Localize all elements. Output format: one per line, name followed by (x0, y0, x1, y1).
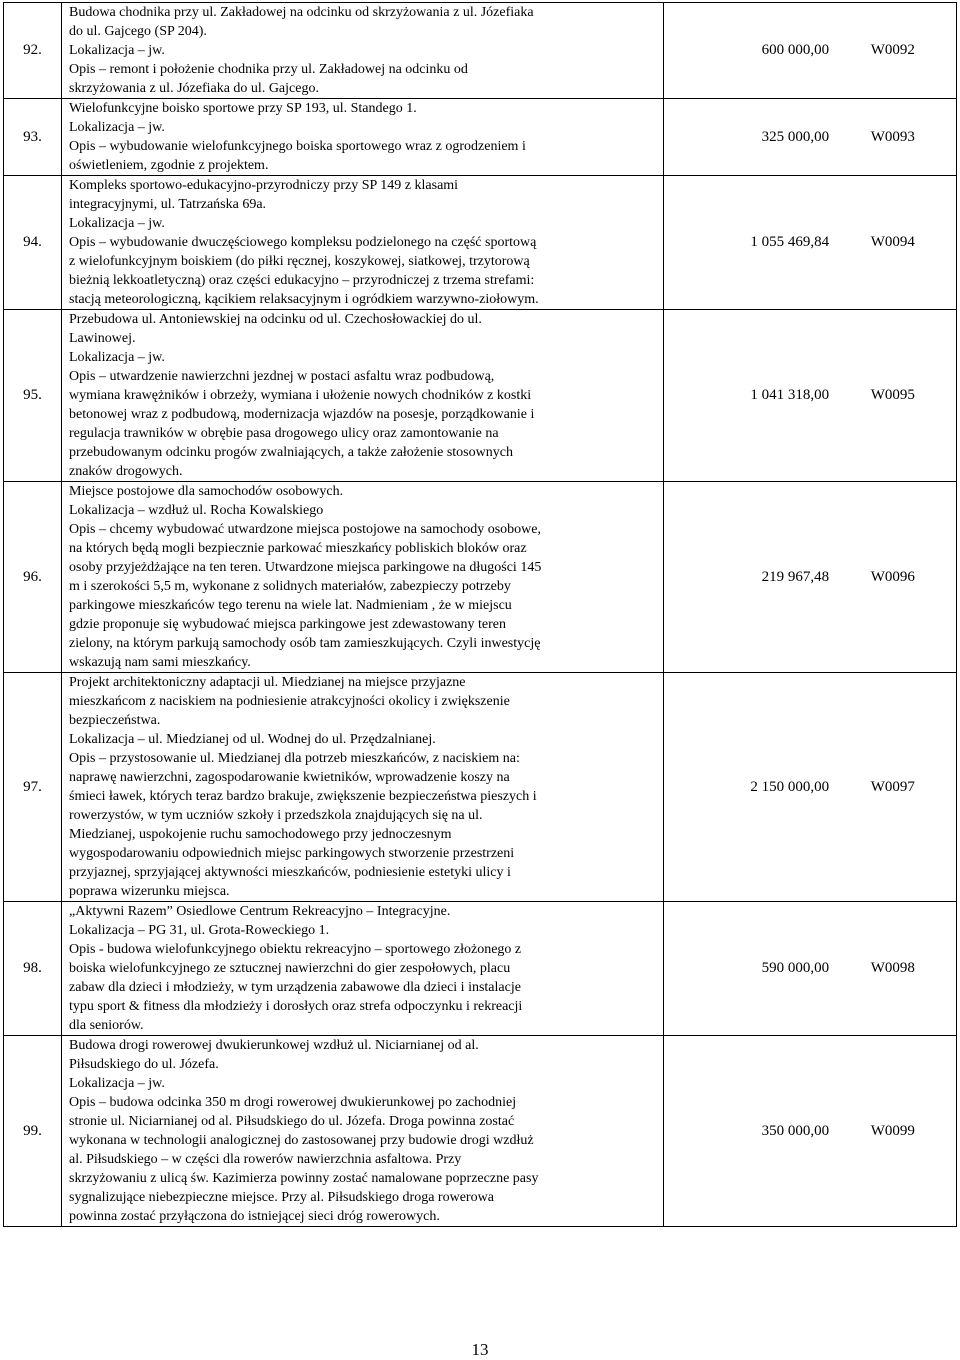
description-line: przyjaznej, sprzyjającej aktywności mieszkańców, podniesienie estetyki ulicy i (69, 865, 511, 880)
row-amount-cell (664, 482, 957, 673)
row-description (62, 902, 664, 1036)
description-line: Opis – wybudowanie wielofunkcyjnego boiska sportowego wraz z ogrodzeniem i (69, 139, 526, 154)
description-line: sygnalizujące niebezpieczne miejsce. Przy al. Piłsudskiego droga rowerowa (69, 1190, 494, 1205)
description-line: przebudowanym odcinku progów zwalniających, a także założenie stosownych (69, 445, 513, 460)
table-row (4, 3, 957, 99)
description-line: do ul. Gajcego (SP 204). (69, 24, 207, 39)
description-line: Lokalizacja – jw. (69, 120, 165, 135)
description-line: skrzyżowania z ul. Józefiaka do ul. Gajcego. (69, 81, 319, 96)
description-line: poprawa wizerunku miejsca. (69, 884, 230, 899)
description-line: dla seniorów. (69, 1018, 144, 1033)
row-description (62, 673, 664, 902)
description-line: Miejsce postojowe dla samochodów osobowych. (69, 484, 344, 499)
description-line: Wielofunkcyjne boisko sportowe przy SP 193, ul. Standego 1. (69, 101, 417, 116)
description-line: integracyjnymi, ul. Tatrzańska 69a. (69, 197, 267, 212)
row-amount: 600 000,00 (761, 42, 830, 58)
description-line: „Aktywni Razem” Osiedlowe Centrum Rekreacyjno – Integracyjne. (69, 904, 451, 919)
description-line: Lawinowej. (69, 331, 136, 346)
description-line: na których będą mogli bezpiecznie parkować mieszkańcy pobliskich bloków oraz (69, 541, 527, 556)
description-line: zielony, na którym parkują samochody osób tam zamieszkujących. Czyli inwestycję (69, 636, 541, 651)
row-code: W0095 (870, 387, 915, 403)
description-line: Budowa drogi rowerowej dwukierunkowej wzdłuż ul. Niciarnianej od al. (69, 1038, 479, 1053)
description-line: gdzie proponuje się wybudować miejsca parkingowe jest zdewastowany teren (69, 617, 506, 632)
description-line: Opis – chcemy wybudować utwardzone miejsca postojowe na samochody osobowe, (69, 522, 541, 537)
description-line: Lokalizacja – jw. (69, 1076, 165, 1091)
table-row (4, 902, 957, 1036)
row-number: 97. (4, 673, 62, 902)
row-code: W0098 (870, 960, 915, 976)
row-code: W0096 (870, 568, 915, 585)
description-line: wymiana krawężników i obrzeży, wymiana i ułożenie nowych chodników z kostki (69, 388, 532, 403)
row-code: W0093 (870, 128, 915, 145)
table-row (4, 482, 957, 673)
description-line: mieszkańcom z naciskiem na podniesienie atrakcyjności okolicy i zwiększenie (69, 694, 510, 709)
description-line: bieżnią lekkoatletyczną) oraz części edukacyjno – przyrodniczej z trzema strefami: (69, 273, 535, 288)
description-line: Opis – budowa odcinka 350 m drogi rowerowej dwukierunkowej po zachodniej (69, 1095, 517, 1110)
row-amount-cell (664, 99, 957, 176)
description-line: rowerzystów, w tym uczniów szkoły i przedszkola znajdujących się na ul. (69, 808, 483, 823)
row-amount: 2 150 000,00 (750, 778, 830, 795)
description-line: wygospodarowaniu odpowiednich miejsc parkingowych stworzenie przestrzeni (69, 846, 515, 861)
row-amount-cell (664, 310, 957, 482)
description-line: Opis – wybudowanie dwuczęściowego kompleksu podzielonego na część sportową (69, 235, 537, 250)
description-line: zabaw dla dzieci i młodzieży, w tym urządzenia zabawowe dla dzieci i instalacje (69, 980, 521, 995)
description-line: Lokalizacja – PG 31, ul. Grota-Roweckiego 1. (69, 923, 330, 938)
row-description (62, 99, 664, 176)
row-amount: 590 000,00 (761, 960, 830, 976)
table-row (4, 1036, 957, 1227)
description-line: wskazują nam sami mieszkańcy. (69, 655, 251, 670)
description-line: Opis – utwardzenie nawierzchni jezdnej w postaci asfaltu wraz podbudową, (69, 369, 495, 384)
row-description (62, 176, 664, 310)
table-row (4, 673, 957, 902)
description-line: stacją meteorologiczną, kącikiem relaksacyjnym i ogródkiem warzywno-ziołowym. (69, 292, 539, 307)
row-number: 96. (4, 482, 62, 673)
row-amount-cell (664, 3, 957, 99)
description-line: naprawę nawierzchni, zagospodarowanie kwietników, wprowadzenie koszy na (69, 770, 510, 785)
description-line: Projekt architektoniczny adaptacji ul. Miedzianej na miejsce przyjazne (69, 675, 466, 690)
description-line: parkingowe mieszkańców tego terenu na wiele lat. Nadmieniam , że w miejscu (69, 598, 512, 613)
row-amount-cell (664, 673, 957, 902)
table-body (4, 3, 957, 1227)
row-amount-cell (664, 176, 957, 310)
row-description (62, 482, 664, 673)
description-line: Miedzianej, uspokojenie ruchu samochodowego przy jednoczesnym (69, 827, 452, 842)
row-amount: 325 000,00 (761, 128, 830, 145)
description-line: Lokalizacja – jw. (69, 350, 165, 365)
description-line: Opis - budowa wielofunkcyjnego obiektu rekreacyjno – sportowego złożonego z (69, 942, 522, 957)
description-line: wykonana w technologii analogicznej do zastosowanej przy budowie drogi wzdłuż (69, 1133, 534, 1148)
row-code: W0094 (870, 234, 915, 250)
row-description (62, 310, 664, 482)
row-amount-cell (664, 902, 957, 1036)
description-line: typu sport & fitness dla młodzieży i dorosłych oraz strefa odpoczynku i rekreacji (69, 999, 523, 1014)
description-line: Lokalizacja – wzdłuż ul. Rocha Kowalskiego (69, 503, 324, 518)
description-line: powinna zostać przyłączona do istniejącej sieci dróg rowerowych. (69, 1209, 440, 1224)
row-amount-cell (664, 1036, 957, 1227)
description-line: Piłsudskiego do ul. Józefa. (69, 1057, 219, 1072)
description-line: boiska wielofunkcyjnego ze sztucznej nawierzchni do gier zespołowych, placu (69, 961, 511, 976)
row-number: 92. (4, 3, 62, 99)
description-line: osoby przyjeżdżające na ten teren. Utwardzone miejsca parkingowe na długości 145 (69, 560, 542, 575)
page-number: 13 (471, 1340, 489, 1359)
description-line: betonowej wraz z podbudową, modernizacja wjazdów na posesje, porządkowanie i (69, 407, 535, 422)
description-line: oświetleniem, zgodnie z projektem. (69, 158, 269, 173)
row-number: 99. (4, 1036, 62, 1227)
description-line: Przebudowa ul. Antoniewskiej na odcinku od ul. Czechosłowackiej do ul. (69, 312, 482, 327)
table-row (4, 310, 957, 482)
row-number: 95. (4, 310, 62, 482)
description-line: Opis – remont i położenie chodnika przy ul. Zakładowej na odcinku od (69, 62, 468, 77)
description-line: skrzyżowaniu z ulicą św. Kazimierza powinny zostać namalowane poprzeczne pasy (69, 1171, 539, 1186)
description-line: Lokalizacja – ul. Miedzianej od ul. Wodnej do ul. Przędzalnianej. (69, 732, 436, 747)
row-number: 93. (4, 99, 62, 176)
description-line: al. Piłsudskiego – w części dla rowerów nawierzchnia asfaltowa. Przy (69, 1152, 462, 1167)
description-line: z wielofunkcyjnym boiskiem (do piłki ręcznej, koszykowej, siatkowej, trzytorową (69, 254, 530, 269)
description-line: regulacja trawników w obrębie pasa drogowego ulicy oraz zamontowanie na (69, 426, 499, 441)
description-line: Lokalizacja – jw. (69, 43, 165, 58)
description-line: znaków drogowych. (69, 464, 183, 479)
row-amount: 1 041 318,00 (750, 387, 830, 403)
description-line: bezpieczeństwa. (69, 713, 161, 728)
description-line: Lokalizacja – jw. (69, 216, 165, 231)
row-code: W0099 (870, 1122, 915, 1139)
description-line: Opis – przystosowanie ul. Miedzianej dla potrzeb mieszkańców, z naciskiem na: (69, 751, 520, 766)
row-description (62, 1036, 664, 1227)
row-description (62, 3, 664, 99)
row-amount: 219 967,48 (761, 568, 830, 585)
row-amount: 1 055 469,84 (750, 234, 830, 250)
row-amount: 350 000,00 (761, 1122, 830, 1139)
row-number: 94. (4, 176, 62, 310)
description-line: Budowa chodnika przy ul. Zakładowej na odcinku od skrzyżowania z ul. Józefiaka (69, 5, 534, 20)
description-line: Kompleks sportowo-edukacyjno-przyrodniczy przy SP 149 z klasami (69, 178, 459, 193)
description-line: śmieci ławek, których teraz bardzo brakuje, zwiększenie bezpieczeństwa pieszych i (69, 789, 537, 804)
description-line: stronie ul. Niciarnianej od al. Piłsudskiego do ul. Józefa. Droga powinna zostać (69, 1114, 515, 1129)
investment-table (3, 2, 957, 1227)
row-code: W0097 (870, 778, 915, 795)
table-row (4, 176, 957, 310)
row-code: W0092 (870, 42, 915, 58)
description-line: m i szerokości 5,5 m, wykonane z solidnych materiałów, zabezpieczy potrzeby (69, 579, 511, 594)
table-row (4, 99, 957, 176)
row-number: 98. (4, 902, 62, 1036)
